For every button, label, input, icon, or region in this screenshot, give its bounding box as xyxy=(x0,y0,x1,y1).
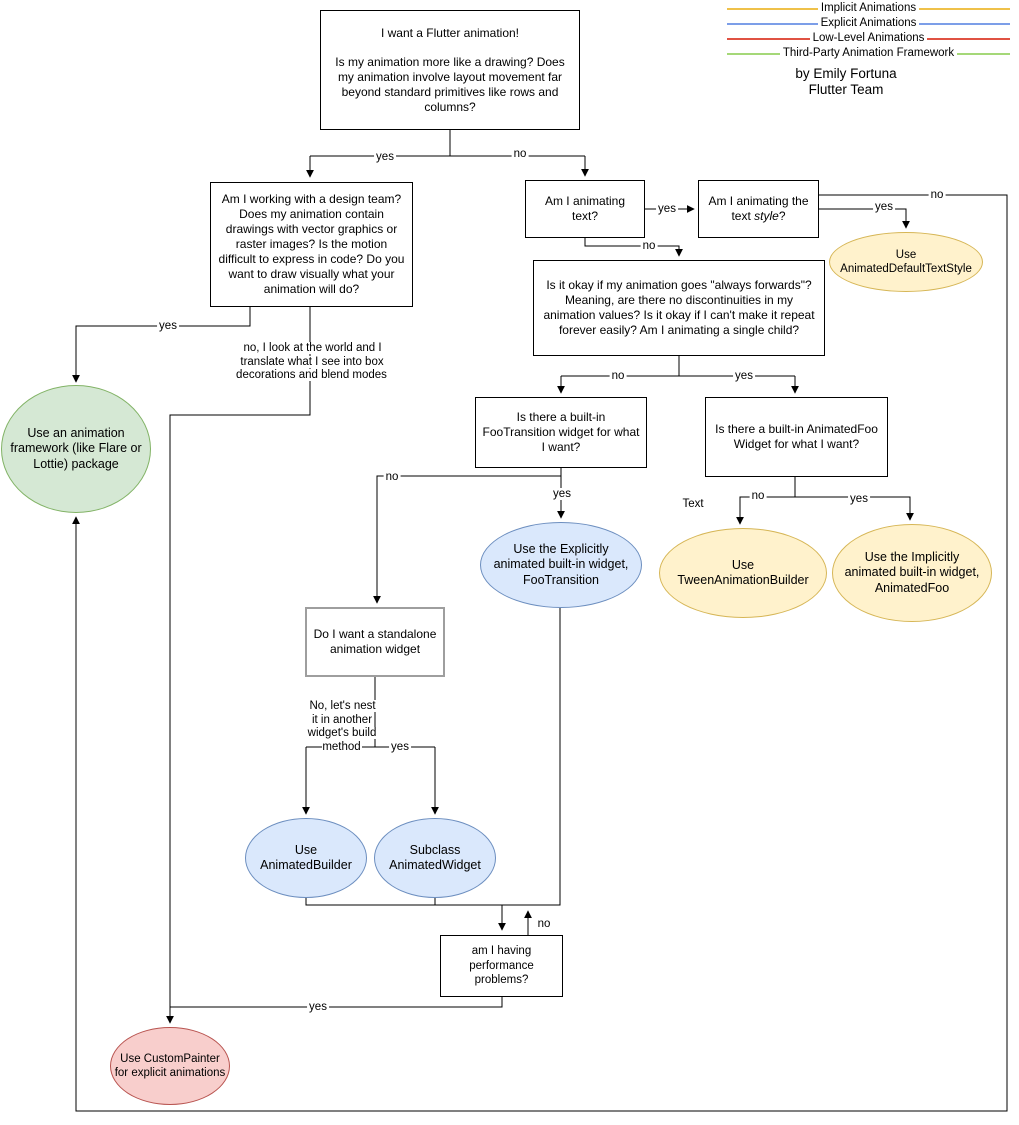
legend-label-explicit: Explicit Animations xyxy=(818,17,920,29)
animatedfoo-question-text: Is there a built-in AnimatedFoo Widget for what I want? xyxy=(715,422,878,451)
edge-label-design-yes: yes xyxy=(159,320,177,332)
legend-item-low-level xyxy=(727,32,1010,45)
edge-label-forwards-no: no xyxy=(611,370,625,382)
node-animatedfoo-question xyxy=(705,397,888,477)
edge-design-no-custompainter xyxy=(170,307,310,1023)
note-look-at-world: no, I look at the world and I translate what I see into box decorations and blend modes xyxy=(236,342,387,382)
use-tween-animation-builder-text: Use TweenAnimationBuilder xyxy=(677,557,809,587)
node-use-animated-default-text-style xyxy=(829,232,983,292)
edge-label-footransition-yes: yes xyxy=(553,488,571,500)
legend-label-third-party: Third-Party Animation Framework xyxy=(780,47,957,59)
node-animating-text-question xyxy=(525,180,645,238)
byline-author: by Emily Fortuna xyxy=(795,66,897,81)
node-always-forwards-question xyxy=(533,260,825,356)
node-standalone-widget-question xyxy=(305,607,445,677)
legend-item-explicit xyxy=(727,17,1010,30)
text-style-em: style xyxy=(754,209,779,223)
text-style-text xyxy=(705,194,812,224)
edge-label-performance-no: no xyxy=(537,918,551,930)
text-style-pre: Am I animating the text xyxy=(708,194,809,223)
edge-forwards-split xyxy=(561,356,795,376)
always-forwards-text: Is it okay if my animation goes "always forwards"? Meaning, are there no discontinuities in my animation values? Is it okay if I can't make it repeat forever easily? Am I animating a single child? xyxy=(543,278,815,337)
byline-team: Flutter Team xyxy=(808,81,884,97)
edge-label-root-no: no xyxy=(513,148,527,160)
edge-animatedfoo-no xyxy=(740,477,795,524)
byline xyxy=(746,66,946,98)
legend-item-implicit xyxy=(727,2,1010,15)
edge-text-no xyxy=(585,238,679,256)
subclass-animated-widget-text: Subclass AnimatedWidget xyxy=(389,842,481,872)
node-use-animatedfoo xyxy=(832,524,992,622)
node-design-team-question xyxy=(210,182,413,307)
text-style-post: ? xyxy=(778,209,786,223)
node-use-tween-animation-builder xyxy=(659,528,827,618)
edge-label-forwards-yes: yes xyxy=(735,370,753,382)
root-title: I want a Flutter animation! xyxy=(380,25,520,40)
edge-label-animatedfoo-yes: yes xyxy=(850,493,868,505)
use-framework-text: Use an animation framework (like Flare or Lottie) package xyxy=(10,426,142,471)
use-custom-painter-text: Use CustomPainter for explicit animations xyxy=(114,1052,226,1079)
node-root-question xyxy=(320,10,580,130)
edge-label-footransition-no: no xyxy=(385,471,399,483)
edge-root-split xyxy=(310,130,585,156)
edge-label-performance-yes: yes xyxy=(309,1001,327,1013)
legend-item-third-party xyxy=(727,47,1010,60)
edge-label-animatedfoo-no: no xyxy=(751,490,765,502)
edge-label-style-yes: yes xyxy=(875,201,893,213)
use-animated-builder-text: Use AnimatedBuilder xyxy=(260,842,352,872)
use-footransition-text: Use the Explicitly animated built-in widget, FooTransition xyxy=(493,542,629,587)
design-team-text: Am I working with a design team? Does my animation contain drawings with vector graphics or raster images? Is the motion difficult to express in code? Do you want to draw visually what your animation will do? xyxy=(218,192,405,296)
animating-text-text: Am I animating text? xyxy=(544,194,626,223)
edge-label-root-yes: yes xyxy=(376,151,394,163)
legend-label-implicit: Implicit Animations xyxy=(818,2,919,14)
legend-label-low-level: Low-Level Animations xyxy=(810,32,928,44)
edge-label-style-no: no xyxy=(930,189,944,201)
node-footransition-question xyxy=(475,397,647,468)
edge-label-text-yes: yes xyxy=(658,203,676,215)
root-question-text: Is my animation more like a drawing? Does my animation involve layout movement far beyond standard primitives like rows and columns? xyxy=(335,54,565,114)
edge-design-yes xyxy=(76,307,250,382)
note-nest-in-build-method: No, let's nest it in another widget's build method xyxy=(307,700,377,753)
node-use-animated-builder xyxy=(245,818,367,898)
footransition-question-text: Is there a built-in FooTransition widget for what I want? xyxy=(482,410,640,454)
node-use-footransition xyxy=(480,522,642,608)
node-subclass-animated-widget xyxy=(374,818,496,898)
edge-label-text-no: no xyxy=(642,240,656,252)
use-animated-default-text-style-text: Use AnimatedDefaultTextStyle xyxy=(840,248,972,275)
standalone-widget-text: Do I want a standalone animation widget xyxy=(313,627,437,656)
edge-label-standalone-yes: yes xyxy=(391,741,409,753)
use-animatedfoo-text: Use the Implicitly animated built-in widget, AnimatedFoo xyxy=(844,550,980,595)
node-performance-question xyxy=(440,935,563,997)
node-use-animation-framework xyxy=(1,385,151,513)
node-text-style-question xyxy=(698,180,819,238)
note-stray-text: Text xyxy=(682,498,704,510)
performance-text: am I having performance problems? xyxy=(469,945,534,987)
node-use-custom-painter xyxy=(110,1027,230,1105)
edge-performance-yes xyxy=(170,997,502,1007)
